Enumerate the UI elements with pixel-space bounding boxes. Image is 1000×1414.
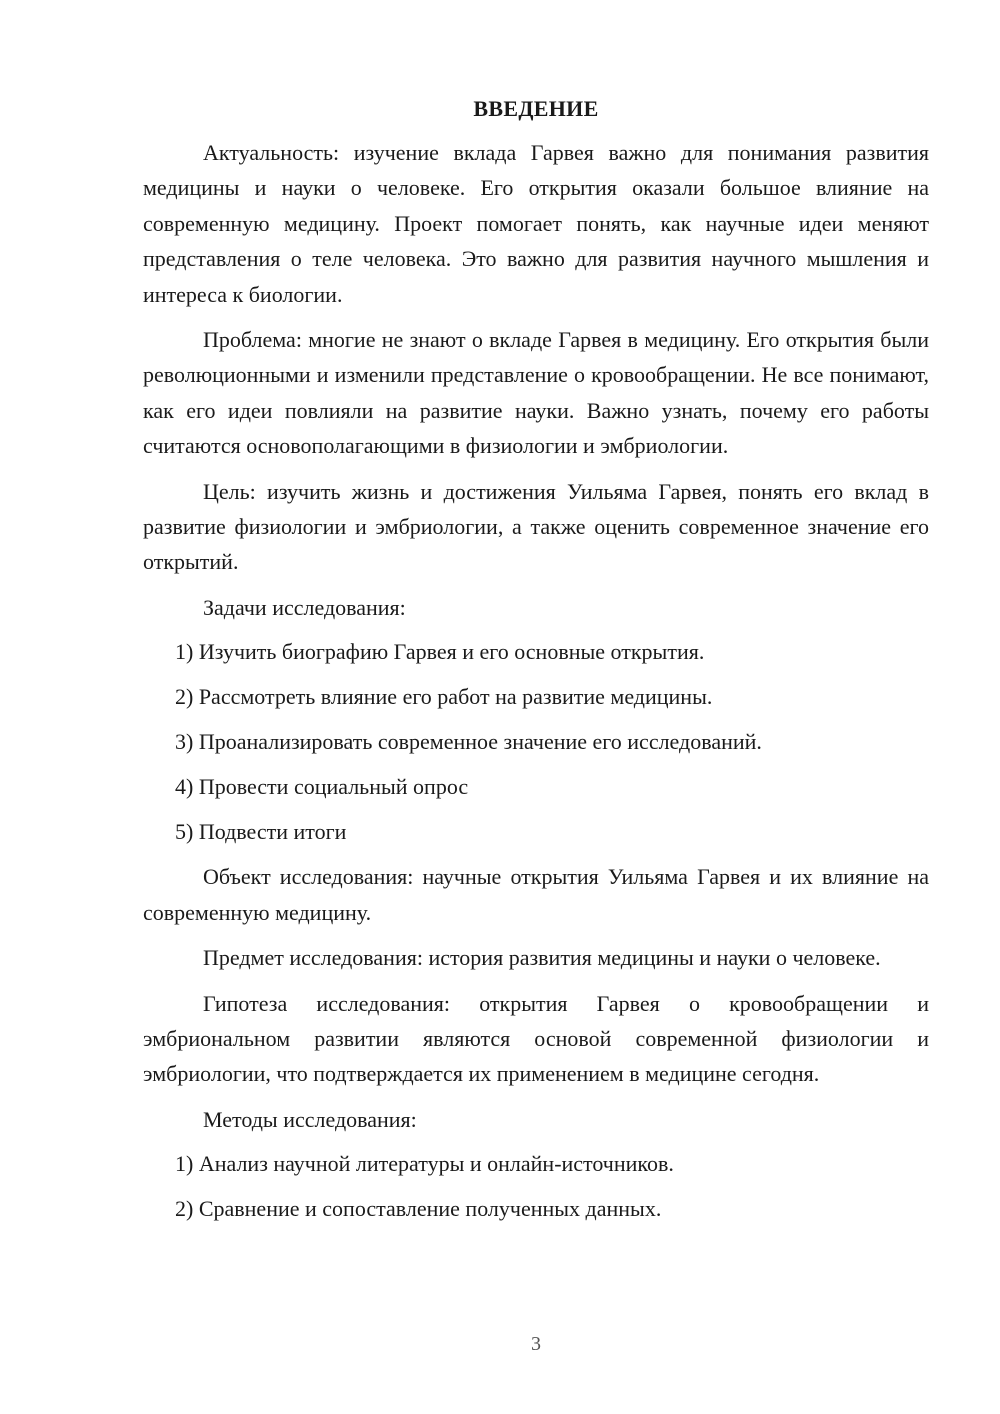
goal-paragraph: Цель: изучить жизнь и достижения Уильяма Гарвея, понять его вклад в развитие физиологии и эмбриологии, а также оценить современное значение его открытий. <box>143 478 929 575</box>
task-item: 4) Провести социальный опрос <box>175 774 469 800</box>
problem-paragraph: Проблема: многие не знают о вкладе Гарвея в медицину. Его открытия были революционными и изменили представление о кровообращении. Не все понимают, как его идеи повлияли на развитие науки. Важно узнать, почему его работы считаются основополагающими в физиологии и эмбриологии. <box>143 327 929 459</box>
relevance-paragraph: Актуальность: изучение вклада Гарвея важно для понимания развития медицины и науки о человеке. Его открытия оказали большое влияние на современную медицину. Проект помогает понять, как научные идеи меняют представления о теле человека. Это важно для развития научного мышления и интереса к биологии. <box>143 140 929 307</box>
task-item: 5) Подвести итоги <box>175 819 347 845</box>
object-paragraph: Объект исследования: научные открытия Уильяма Гарвея и их влияние на современную медицину. <box>143 864 929 925</box>
methods-list <box>143 1146 929 1226</box>
task-item: 1) Изучить биографию Гарвея и его основные открытия. <box>175 639 705 665</box>
subject-paragraph: Предмет исследования: история развития медицины и науки о человеке. <box>203 945 881 971</box>
page-number: 3 <box>531 1333 541 1355</box>
method-item: 1) Анализ научной литературы и онлайн-источников. <box>175 1151 674 1177</box>
task-item: 3) Проанализировать современное значение его исследований. <box>175 729 762 755</box>
method-item: 2) Сравнение и сопоставление полученных данных. <box>175 1196 662 1222</box>
methods-label: Методы исследования: <box>203 1106 417 1132</box>
task-item: 2) Рассмотреть влияние его работ на развитие медицины. <box>175 684 713 710</box>
document-page <box>143 94 929 1236</box>
tasks-label: Задачи исследования: <box>203 594 406 620</box>
hypothesis-paragraph: Гипотеза исследования: открытия Гарвея о кровообращении и эмбриональном развитии являются основой современной физиологии и эмбриологии, что подтверждается их применением в медицине сегодня. <box>143 990 929 1087</box>
tasks-list <box>143 634 929 849</box>
section-title: ВВЕДЕНИЕ <box>473 96 599 121</box>
